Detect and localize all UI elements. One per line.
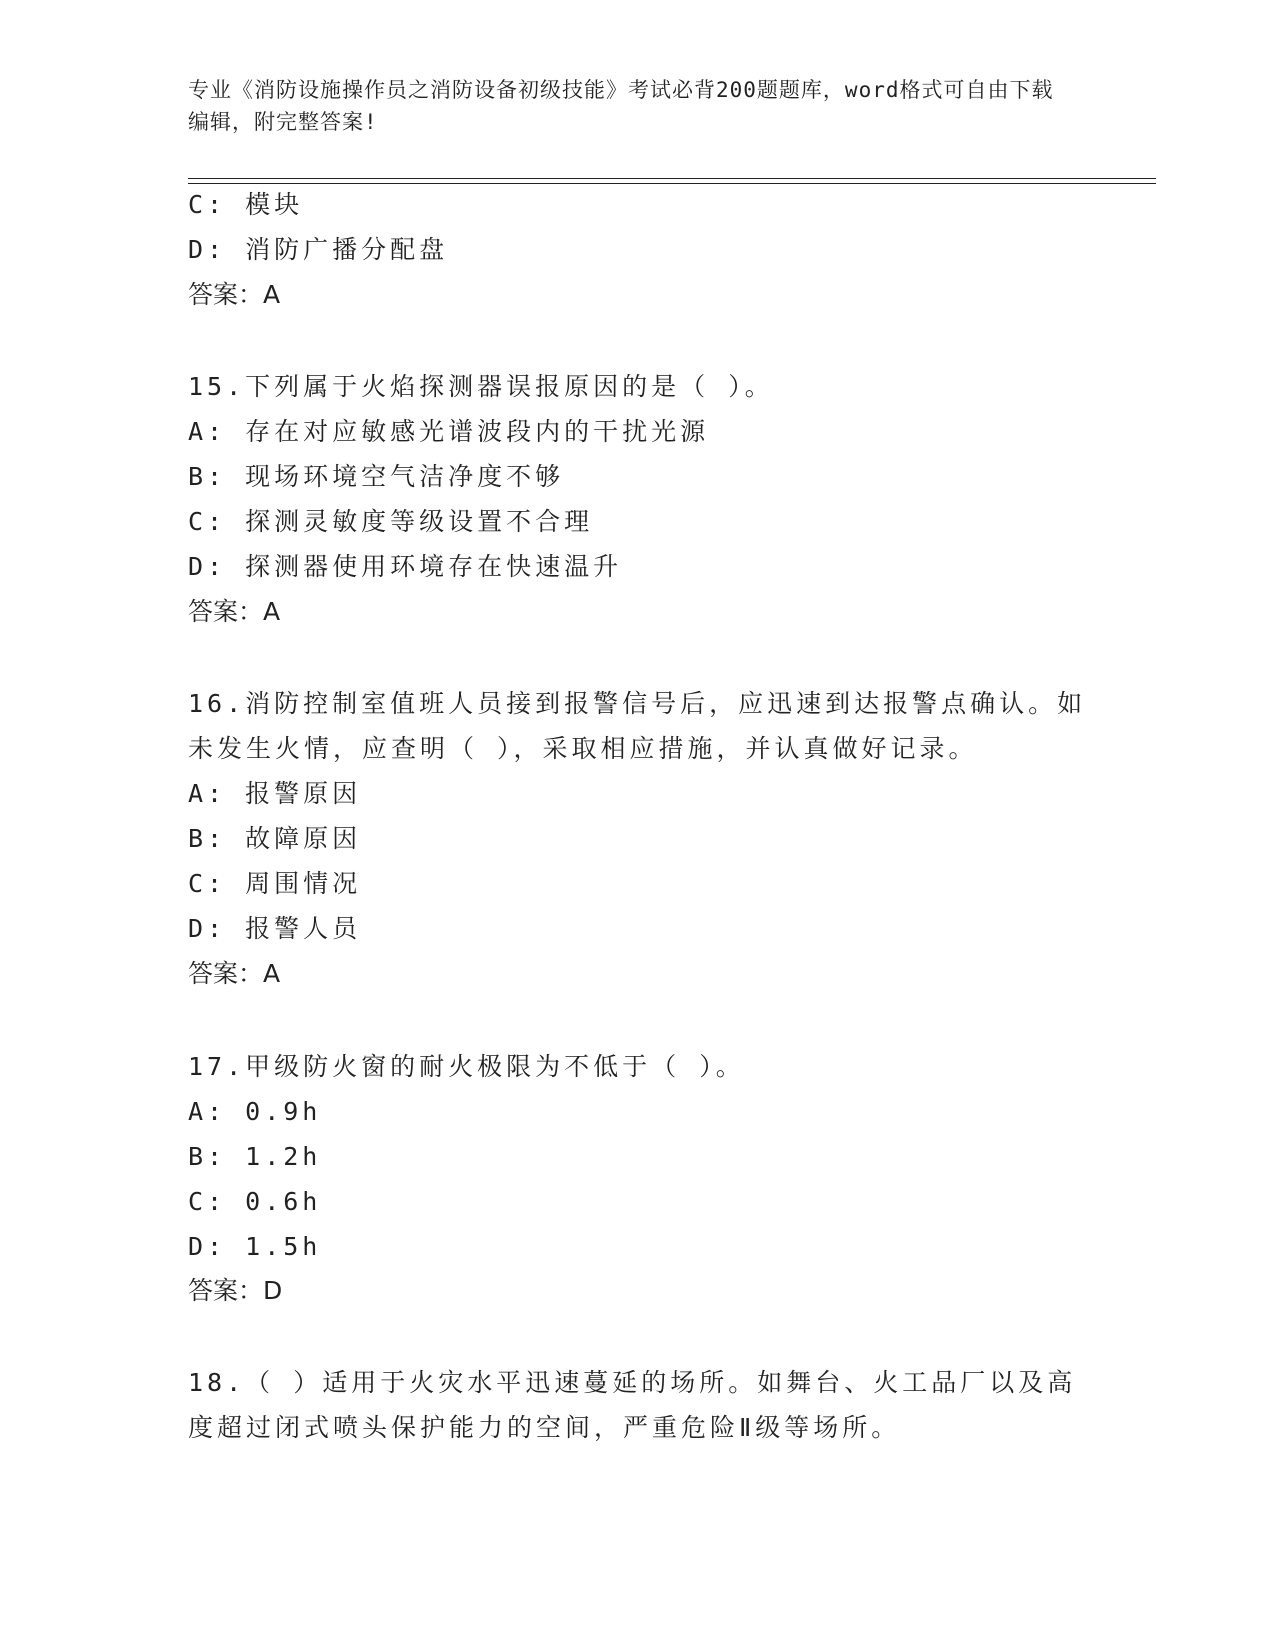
q16-stem-line1: 16.消防控制室值班人员接到报警信号后，应迅速到达报警点确认。如 xyxy=(188,689,1087,718)
header-rule-top xyxy=(188,178,1156,179)
q16-answer: 答案：A xyxy=(188,959,281,988)
q16-stem-line2: 未发生火情，应查明（ ），采取相应措施，并认真做好记录。 xyxy=(188,734,978,763)
q16-option-b: B: 故障原因 xyxy=(188,824,362,853)
q17-answer: 答案：D xyxy=(188,1276,283,1305)
q16-option-a: A: 报警原因 xyxy=(188,779,362,808)
q14-answer: 答案：A xyxy=(188,280,281,309)
header-rule-bottom xyxy=(188,183,1156,184)
q15-option-c: C: 探测灵敏度等级设置不合理 xyxy=(188,507,594,536)
q15-stem: 15.下列属于火焰探测器误报原因的是（ ）。 xyxy=(188,372,774,401)
q15-option-a: A: 存在对应敏感光谱波段内的干扰光源 xyxy=(188,417,710,446)
q17-stem: 17.甲级防火窗的耐火极限为不低于（ ）。 xyxy=(188,1052,745,1081)
q17-option-c: C: 0.6h xyxy=(188,1187,322,1216)
q14-option-c: C: 模块 xyxy=(188,190,304,219)
q14-option-d: D: 消防广播分配盘 xyxy=(188,235,449,264)
q16-option-c: C: 周围情况 xyxy=(188,869,362,898)
q17-option-b: B: 1.2h xyxy=(188,1142,322,1171)
q15-option-b: B: 现场环境空气洁净度不够 xyxy=(188,462,565,491)
q15-answer: 答案：A xyxy=(188,597,281,626)
q18-stem-line2: 度超过闭式喷头保护能力的空间，严重危险Ⅱ级等场所。 xyxy=(188,1413,901,1442)
document-header: 专业《消防设施操作员之消防设备初级技能》考试必背200题题库，word格式可自由下载编辑，附完整答案! xyxy=(188,78,1054,134)
q16-option-d: D: 报警人员 xyxy=(188,914,362,943)
q15-option-d: D: 探测器使用环境存在快速温升 xyxy=(188,552,623,581)
q17-option-a: A: 0.9h xyxy=(188,1097,322,1126)
q17-option-d: D: 1.5h xyxy=(188,1232,322,1261)
q18-stem-line1: 18.（ ）适用于火灾水平迅速蔓延的场所。如舞台、火工品厂以及高 xyxy=(188,1368,1077,1397)
